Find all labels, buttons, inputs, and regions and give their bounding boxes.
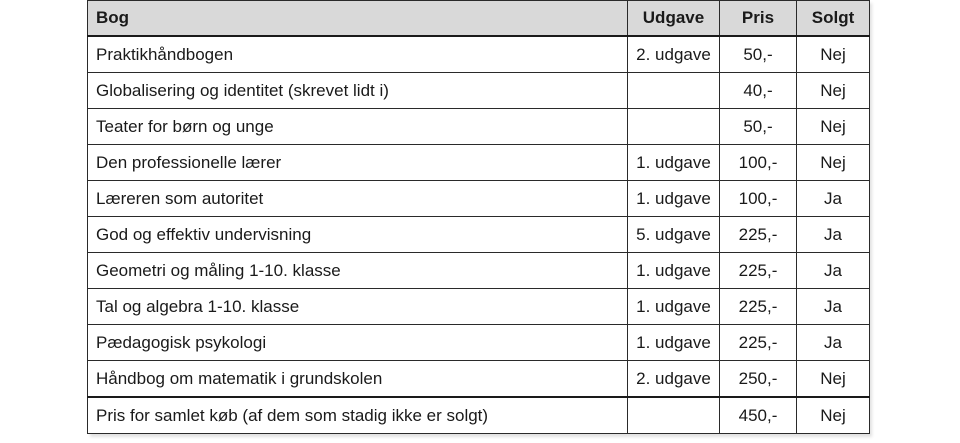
header-sold: Solgt [797, 1, 870, 37]
cell-sold: Ja [797, 325, 870, 361]
table-row [88, 36, 870, 73]
cell-sold: Nej [797, 145, 870, 181]
cell-price: 50,- [720, 109, 797, 145]
cell-book: Pædagogisk psykologi [88, 325, 628, 361]
table-header-row [88, 1, 870, 37]
cell-price: 250,- [720, 361, 797, 398]
table-row [88, 289, 870, 325]
cell-edition: 1. udgave [628, 253, 720, 289]
cell-price: 40,- [720, 73, 797, 109]
cell-price: 225,- [720, 325, 797, 361]
cell-sold: Nej [797, 36, 870, 73]
cell-edition: 2. udgave [628, 36, 720, 73]
total-sold: Nej [797, 397, 870, 434]
table-row [88, 145, 870, 181]
cell-sold: Ja [797, 181, 870, 217]
cell-price: 100,- [720, 181, 797, 217]
cell-sold: Nej [797, 73, 870, 109]
book-sale-table [87, 0, 870, 434]
table-row [88, 361, 870, 398]
header-price: Pris [720, 1, 797, 37]
cell-edition: 5. udgave [628, 217, 720, 253]
table-row [88, 217, 870, 253]
cell-edition: 1. udgave [628, 181, 720, 217]
total-price: 450,- [720, 397, 797, 434]
cell-price: 225,- [720, 217, 797, 253]
header-edition: Udgave [628, 1, 720, 37]
table-row [88, 109, 870, 145]
header-book: Bog [88, 1, 628, 37]
total-label: Pris for samlet køb (af dem som stadig ikke er solgt) [88, 397, 628, 434]
cell-edition [628, 109, 720, 145]
table-row [88, 253, 870, 289]
book-sale-table-container [87, 0, 869, 434]
total-edition [628, 397, 720, 434]
cell-book: Håndbog om matematik i grundskolen [88, 361, 628, 398]
cell-book: Praktikhåndbogen [88, 36, 628, 73]
cell-sold: Nej [797, 361, 870, 398]
cell-price: 100,- [720, 145, 797, 181]
cell-edition [628, 73, 720, 109]
cell-book: Tal og algebra 1-10. klasse [88, 289, 628, 325]
cell-edition: 1. udgave [628, 325, 720, 361]
cell-book: Teater for børn og unge [88, 109, 628, 145]
cell-book: Læreren som autoritet [88, 181, 628, 217]
cell-price: 50,- [720, 36, 797, 73]
table-row [88, 181, 870, 217]
cell-book: Den professionelle lærer [88, 145, 628, 181]
table-row [88, 73, 870, 109]
cell-book: Geometri og måling 1-10. klasse [88, 253, 628, 289]
cell-book: God og effektiv undervisning [88, 217, 628, 253]
cell-sold: Ja [797, 253, 870, 289]
table-row [88, 325, 870, 361]
cell-edition: 2. udgave [628, 361, 720, 398]
cell-edition: 1. udgave [628, 145, 720, 181]
cell-sold: Nej [797, 109, 870, 145]
table-total-row [88, 397, 870, 434]
cell-sold: Ja [797, 289, 870, 325]
cell-sold: Ja [797, 217, 870, 253]
cell-price: 225,- [720, 289, 797, 325]
cell-book: Globalisering og identitet (skrevet lidt i) [88, 73, 628, 109]
cell-price: 225,- [720, 253, 797, 289]
cell-edition: 1. udgave [628, 289, 720, 325]
